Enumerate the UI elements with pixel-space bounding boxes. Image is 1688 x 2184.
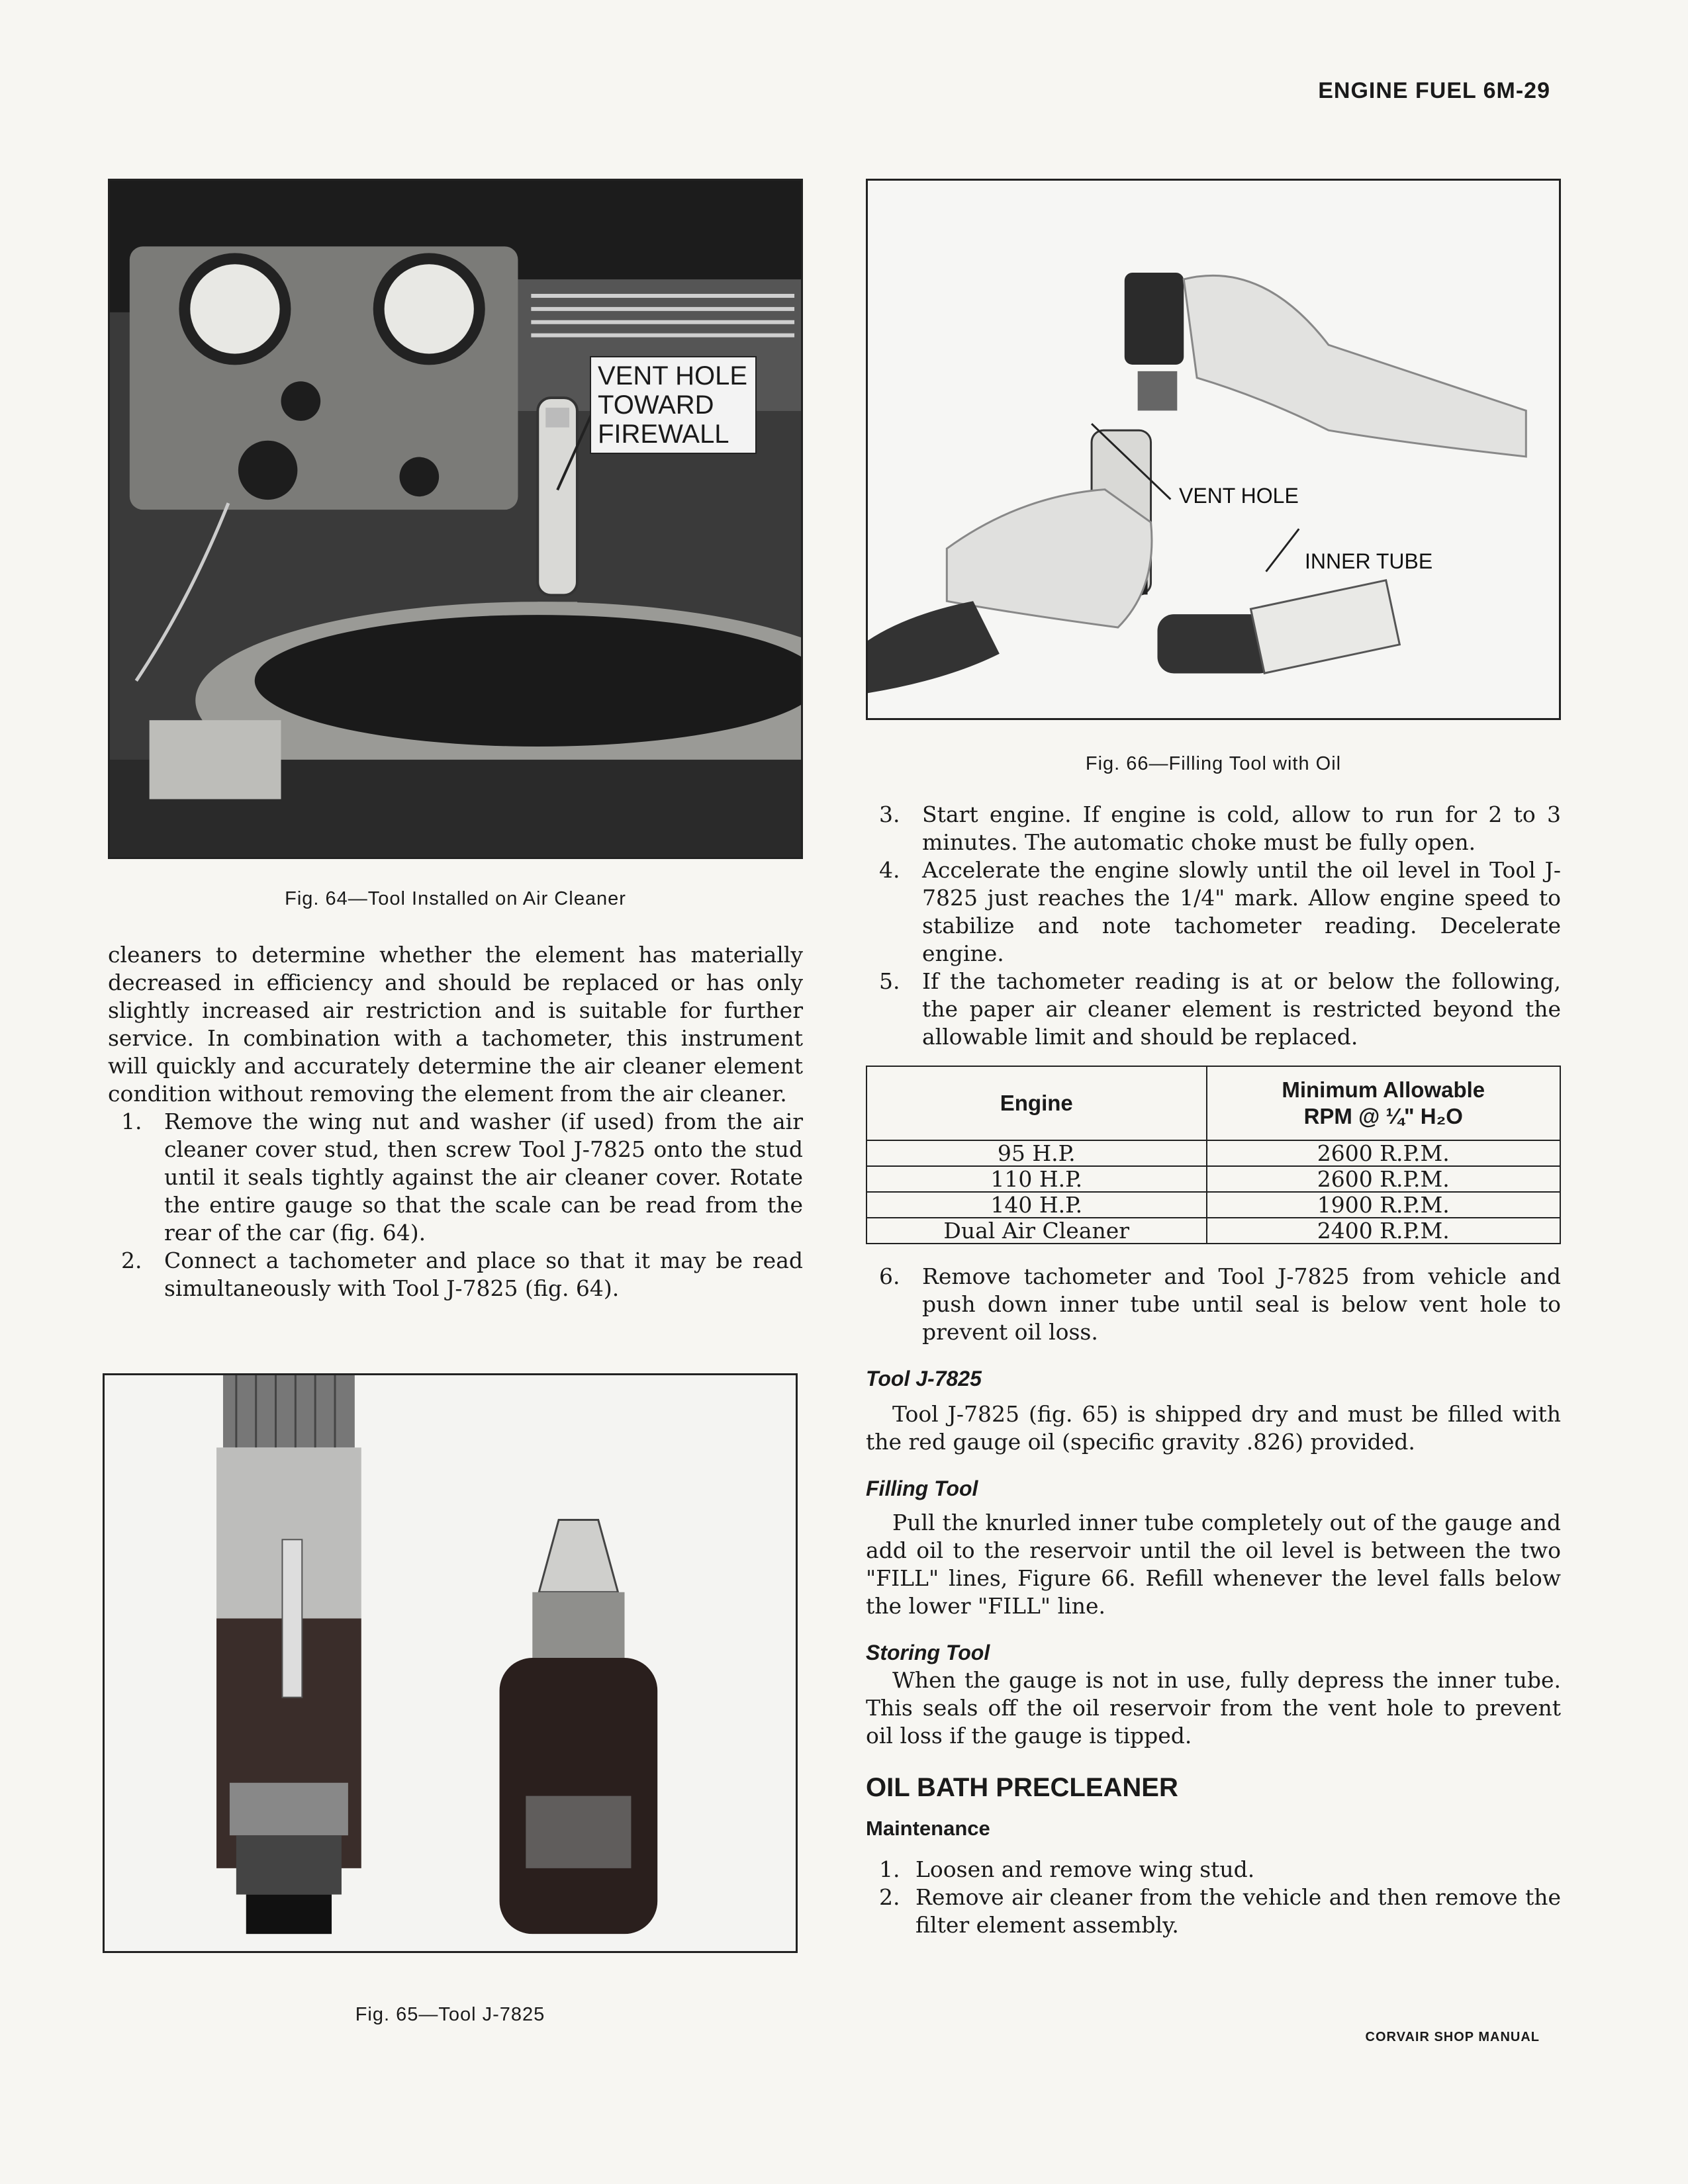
maintenance-steps-list (866, 1856, 1561, 1939)
table-cell-rpm: 2600 R.P.M. (1207, 1140, 1560, 1166)
list-item (866, 1263, 1561, 1346)
rpm-spec-table (866, 1066, 1561, 1244)
intro-paragraph: cleaners to determine whether the element has materially decreased in efficiency and should be replaced or has only slightly increased air restriction and is suitable for further service. In combination with a tachometer, this instrument will quickly and accurately determine the air cleaner element condition without removing the element from the air cleaner. (108, 942, 803, 1107)
step-number: 1. (879, 1856, 900, 1882)
fig66-label-vent-hole: VENT HOLE (1179, 484, 1299, 508)
list-item (866, 1884, 1561, 1939)
table-cell-engine: Dual Air Cleaner (867, 1218, 1207, 1244)
storing-paragraph: When the gauge is not in use, fully depress the inner tube. This seals off the oil reservoir from the vent hole to prevent oil loss if the gauge is tipped. (866, 1667, 1561, 1749)
step-text: Start engine. If engine is cold, allow to run for 2 to 3 minutes. The automatic choke must be fully open. (922, 801, 1561, 855)
table-row (867, 1166, 1560, 1192)
fig64-callout-box (590, 356, 757, 454)
storing-heading: Storing Tool (866, 1641, 990, 1664)
table-cell-engine: 110 H.P. (867, 1166, 1207, 1192)
left-steps-list (108, 1108, 803, 1302)
step-number: 2. (879, 1884, 900, 1910)
list-item (866, 856, 1561, 968)
fig65-photo (103, 1373, 798, 1953)
table-header-engine: Engine (867, 1066, 1207, 1140)
step-number: 6. (879, 1263, 900, 1289)
table-row (867, 1218, 1560, 1244)
tool-paragraph: Tool J-7825 (fig. 65) is shipped dry and must be filled with the red gauge oil (specific gravity .826) provided. (866, 1401, 1561, 1455)
step-text: Remove the wing nut and washer (if used) from the air cleaner cover stud, then screw Tool J-7825 onto the stud until it seals tightly against the air cleaner cover. Rotate the entire gauge so that the scale can be read from the rear of the car (fig. 64). (164, 1109, 803, 1246)
list-item (866, 1856, 1561, 1884)
step-text: Accelerate the engine slowly until the oil level in Tool J-7825 just reaches the 1/4" mark. Allow engine speed to stabilize and note tachometer reading. Decelerate engine. (922, 857, 1561, 966)
step-text: Remove air cleaner from the vehicle and then remove the filter element assembly. (915, 1884, 1561, 1938)
fig65-caption: Fig. 65—Tool J-7825 (355, 2004, 545, 2025)
fig64-photo (108, 179, 803, 859)
right-step6-list (866, 1263, 1561, 1346)
list-item (108, 1247, 803, 1302)
table-cell-rpm: 1900 R.P.M. (1207, 1192, 1560, 1218)
fig64-callout-line1: VENT HOLE (598, 361, 747, 390)
step-number: 2. (121, 1248, 142, 1273)
maintenance-heading: Maintenance (866, 1817, 990, 1840)
table-cell-rpm: 2600 R.P.M. (1207, 1166, 1560, 1192)
fig66-label-inner-tube: INNER TUBE (1305, 549, 1433, 573)
table-row (867, 1192, 1560, 1218)
left-column-text (108, 941, 803, 1302)
fig64-callout-line3: FIREWALL (598, 420, 729, 449)
step-text: Connect a tachometer and place so that it may be read simultaneously with Tool J-7825 (fig. 64). (164, 1248, 803, 1301)
fig64-callout-line2: TOWARD (598, 390, 714, 420)
step-number: 4. (879, 857, 900, 883)
page-header: ENGINE FUEL 6M-29 (1318, 78, 1550, 103)
list-item (108, 1108, 803, 1247)
step-number: 1. (121, 1109, 142, 1134)
list-item (866, 801, 1561, 856)
right-steps-list (866, 801, 1561, 1051)
fig66-illustration (868, 181, 1559, 718)
right-column-text (866, 801, 1561, 1939)
fig64-caption: Fig. 64—Tool Installed on Air Cleaner (285, 888, 626, 909)
step-number: 3. (879, 801, 900, 827)
filling-paragraph: Pull the knurled inner tube completely out of the gauge and add oil to the reservoir until the oil level is between the two "FILL" lines, Figure 66. Refill whenever the level falls below the lower "FILL" line. (866, 1510, 1561, 1619)
fig64-illustration (110, 181, 801, 857)
fig66-photo (866, 179, 1561, 720)
step-number: 5. (879, 968, 900, 994)
table-header-row (867, 1066, 1560, 1140)
table-header-rpm-line2: RPM @ ¼" H₂O (1303, 1104, 1463, 1128)
step-text: Loosen and remove wing stud. (915, 1856, 1255, 1882)
filling-heading: Filling Tool (866, 1477, 978, 1500)
table-header-rpm (1207, 1066, 1560, 1140)
table-cell-engine: 140 H.P. (867, 1192, 1207, 1218)
step-text: Remove tachometer and Tool J-7825 from vehicle and push down inner tube until seal is below vent hole to prevent oil loss. (922, 1263, 1561, 1345)
section-heading: OIL BATH PRECLEANER (866, 1773, 1178, 1802)
table-cell-rpm: 2400 R.P.M. (1207, 1218, 1560, 1244)
step-text: If the tachometer reading is at or below the following, the paper air cleaner element is restricted beyond the allowable limit and should be replaced. (922, 968, 1561, 1050)
page-footer: CORVAIR SHOP MANUAL (1365, 2030, 1540, 2044)
tool-heading: Tool J-7825 (866, 1367, 982, 1390)
table-cell-engine: 95 H.P. (867, 1140, 1207, 1166)
table-row (867, 1140, 1560, 1166)
list-item (866, 968, 1561, 1051)
fig65-illustration (105, 1375, 796, 1951)
fig66-caption: Fig. 66—Filling Tool with Oil (1085, 753, 1342, 774)
table-header-rpm-line1: Minimum Allowable (1282, 1077, 1485, 1102)
